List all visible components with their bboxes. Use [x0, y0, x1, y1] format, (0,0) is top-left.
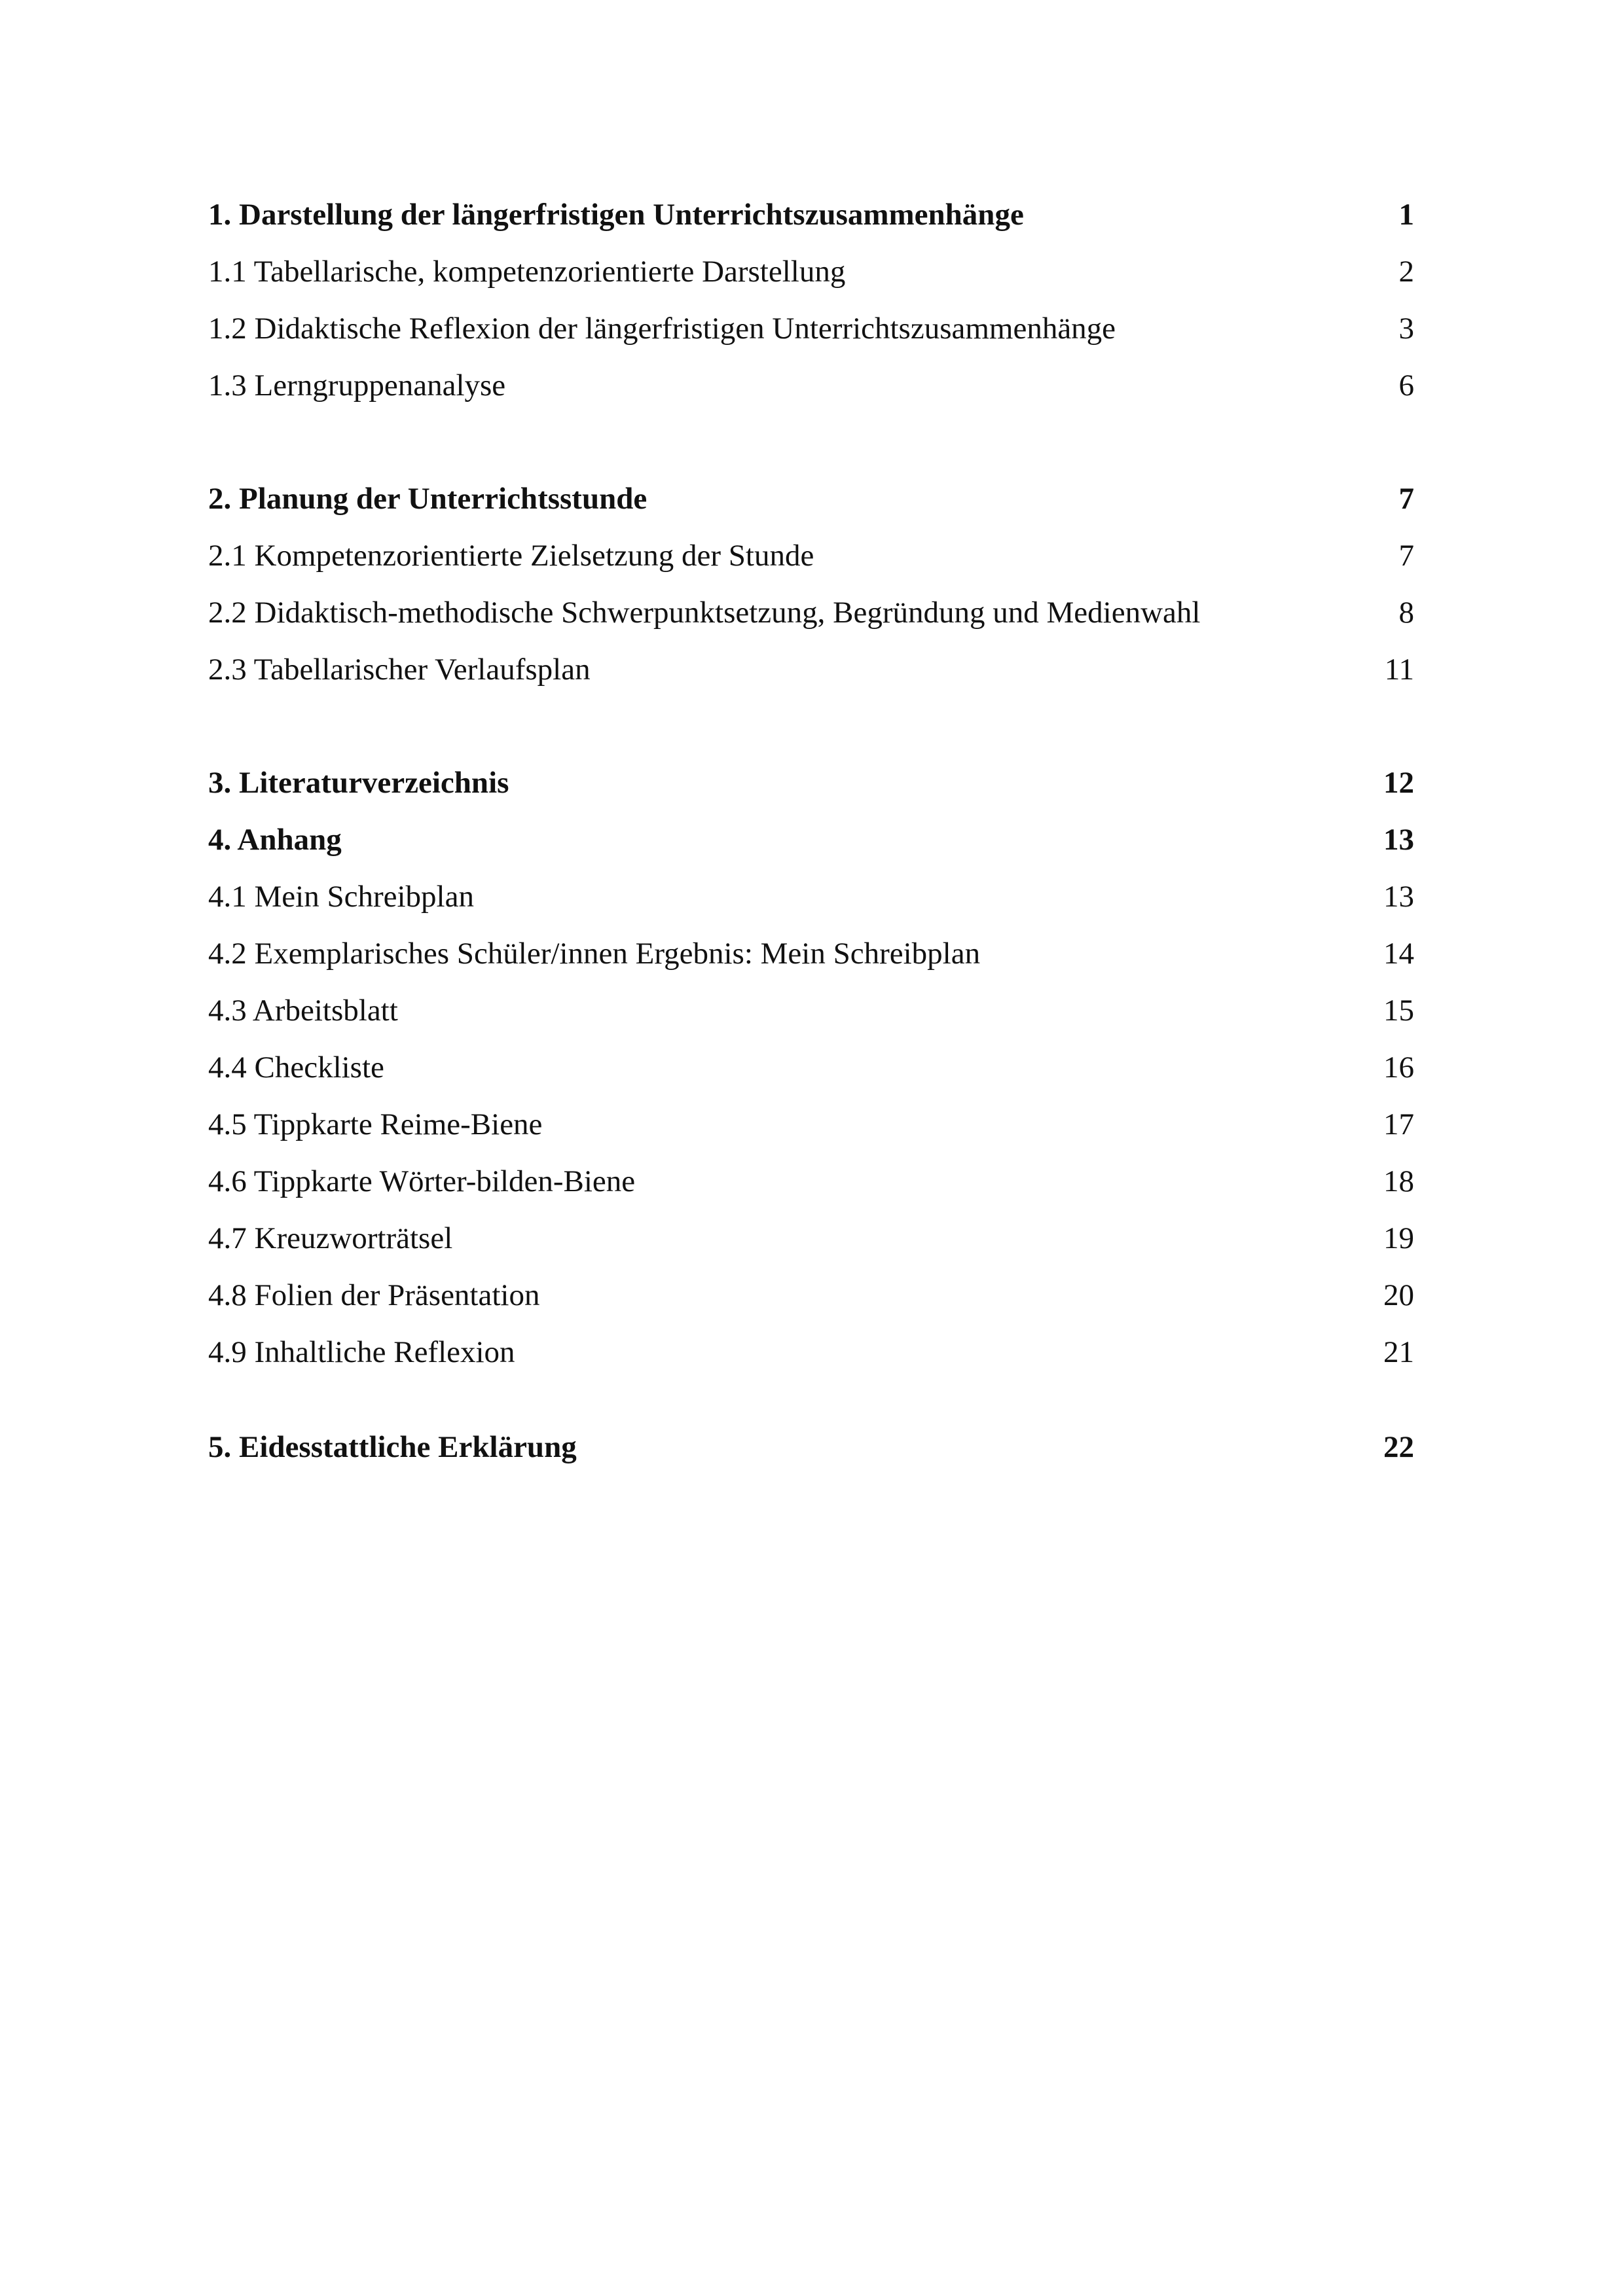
toc-entry-page: 13	[1383, 823, 1414, 857]
toc-entry-page: 11	[1384, 653, 1414, 687]
toc-entry	[208, 195, 1414, 234]
toc-entry	[208, 1219, 1414, 1258]
toc-entry-title: 2. Planung der Unterrichtsstunde	[208, 482, 647, 516]
toc-entry-page: 20	[1383, 1278, 1414, 1312]
toc-entry	[208, 1048, 1414, 1087]
toc-entry-title: 1.3 Lerngruppenanalyse	[208, 368, 506, 403]
toc-entry-title: 4.9 Inhaltliche Reflexion	[208, 1335, 515, 1369]
toc-entry-page: 7	[1398, 482, 1414, 516]
toc-entry-title: 4.6 Tippkarte Wörter-bilden-Biene	[208, 1164, 636, 1198]
toc-entry	[208, 1162, 1414, 1201]
toc-entry	[208, 1105, 1414, 1144]
toc-entry	[208, 593, 1414, 632]
toc-entry-title: 4. Anhang	[208, 823, 342, 857]
table-of-contents	[208, 0, 1414, 2296]
toc-entry	[208, 934, 1414, 973]
toc-entry-title: 4.7 Kreuzworträtsel	[208, 1221, 453, 1255]
toc-entry	[208, 252, 1414, 291]
toc-entry-page: 7	[1398, 539, 1414, 573]
toc-entry	[208, 650, 1414, 689]
toc-entry	[208, 1276, 1414, 1315]
toc-entry-title: 1. Darstellung der längerfristigen Unterrichtszusammenhänge	[208, 198, 1024, 232]
toc-entry-title: 2.1 Kompetenzorientierte Zielsetzung der Stunde	[208, 539, 814, 573]
toc-entry-title: 5. Eidesstattliche Erklärung	[208, 1430, 577, 1464]
toc-entry-page: 14	[1383, 937, 1414, 971]
toc-entry	[208, 1333, 1414, 1372]
toc-entry	[208, 366, 1414, 405]
toc-entry-page: 22	[1383, 1430, 1414, 1464]
toc-entry	[208, 309, 1414, 348]
toc-entry-page: 8	[1398, 596, 1414, 630]
toc-entry-page: 18	[1383, 1164, 1414, 1198]
toc-entry-page: 19	[1383, 1221, 1414, 1255]
toc-entry	[208, 820, 1414, 859]
toc-entry-page: 17	[1383, 1107, 1414, 1141]
toc-entry-page: 1	[1398, 198, 1414, 232]
toc-entry-title: 4.2 Exemplarisches Schüler/innen Ergebnis: Mein Schreibplan	[208, 937, 981, 971]
toc-entry-page: 16	[1383, 1050, 1414, 1085]
toc-entry-page: 21	[1383, 1335, 1414, 1369]
toc-entry-page: 2	[1398, 255, 1414, 289]
toc-entry	[208, 536, 1414, 575]
toc-entry-title: 4.8 Folien der Präsentation	[208, 1278, 540, 1312]
toc-entry-title: 2.2 Didaktisch-methodische Schwerpunktsetzung, Begründung und Medienwahl	[208, 596, 1201, 630]
toc-entry	[208, 991, 1414, 1030]
toc-entry-title: 4.5 Tippkarte Reime-Biene	[208, 1107, 543, 1141]
toc-entry-title: 4.1 Mein Schreibplan	[208, 880, 474, 914]
toc-entry-page: 3	[1398, 312, 1414, 346]
toc-entry-title: 1.1 Tabellarische, kompetenzorientierte Darstellung	[208, 255, 846, 289]
toc-entry-page: 15	[1383, 994, 1414, 1028]
toc-entry	[208, 877, 1414, 916]
toc-entry-title: 3. Literaturverzeichnis	[208, 766, 509, 800]
toc-entry	[208, 479, 1414, 518]
toc-entry-title: 4.3 Arbeitsblatt	[208, 994, 398, 1028]
toc-entry-title: 4.4 Checkliste	[208, 1050, 384, 1085]
toc-entry	[208, 763, 1414, 802]
toc-entry-page: 6	[1398, 368, 1414, 403]
toc-entry-title: 1.2 Didaktische Reflexion der längerfristigen Unterrichtszusammenhänge	[208, 312, 1116, 346]
toc-entry-page: 12	[1383, 766, 1414, 800]
toc-entry-title: 2.3 Tabellarischer Verlaufsplan	[208, 653, 591, 687]
toc-entry-page: 13	[1383, 880, 1414, 914]
toc-entry	[208, 1427, 1414, 1467]
